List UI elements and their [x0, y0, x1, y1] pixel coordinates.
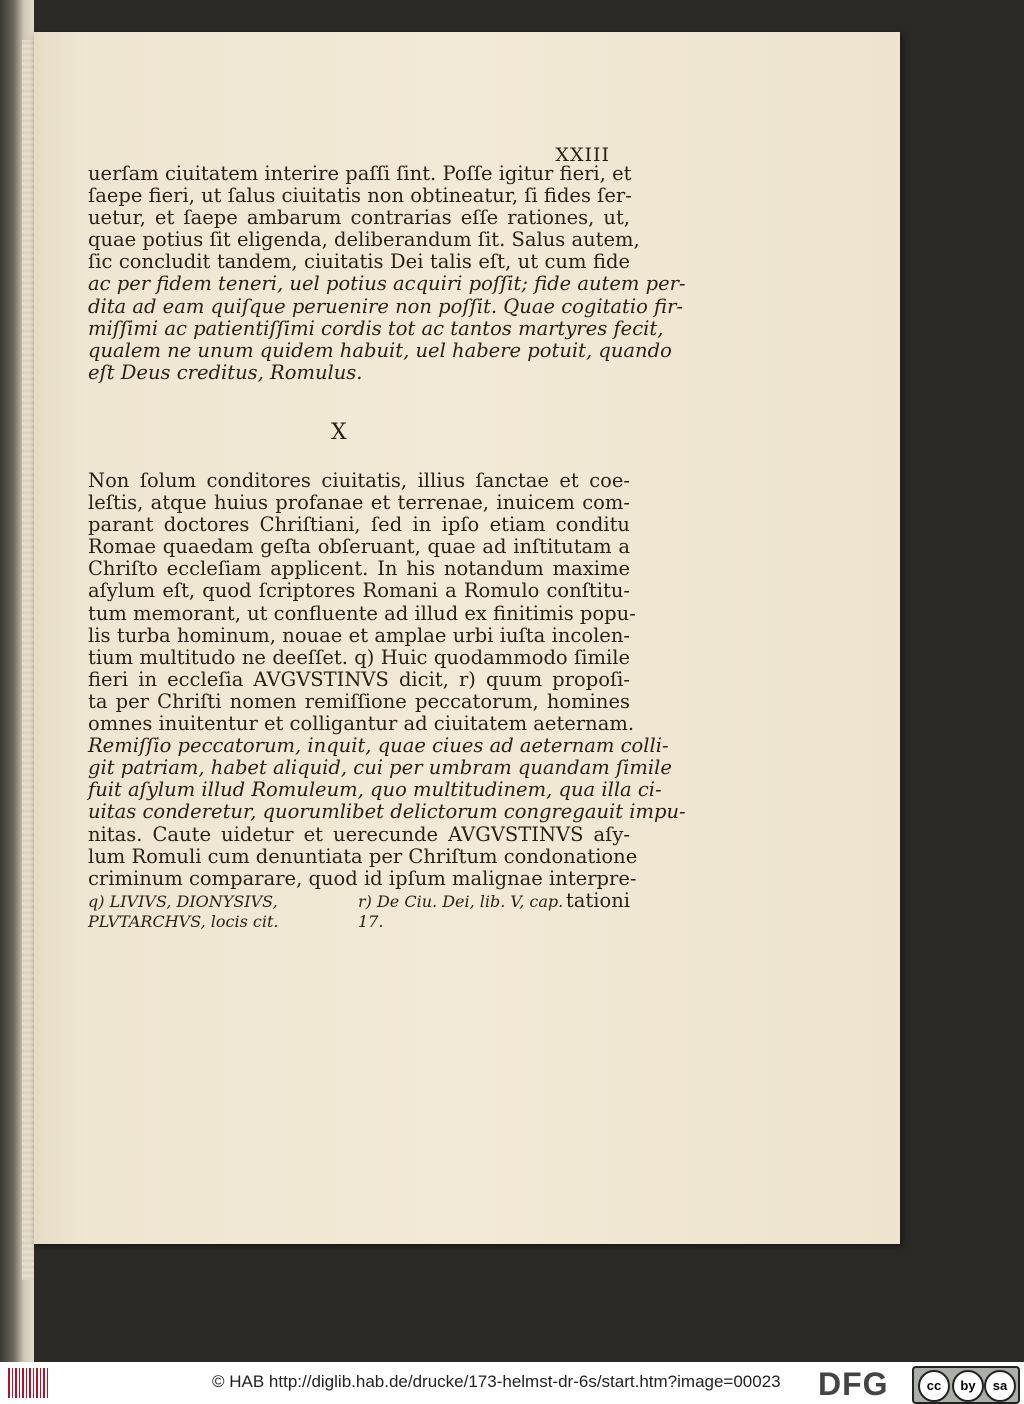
text-line: tium multitudo ne deeſſet. q) Huic quodammodo ſimile [88, 645, 630, 669]
text-line: Romae quaedam geſta obſeruant, quae ad inſtitutam a [88, 535, 630, 559]
barcode-icon [8, 1368, 48, 1398]
text-line: git patriam, habet aliquid, cui per umbram quandam ſimile [88, 756, 672, 780]
text-line: criminum comparare, quod id ipſum malignae interpre- [88, 866, 637, 890]
text-line: Remiſſio peccatorum, inquit, quae ciues ad aeternam colli- [88, 734, 669, 758]
footnote-left: q) LIVIVS, DIONYSIVS, [88, 892, 278, 911]
text-line: omnes inuitentur et colligantur ad ciuitatem aeternam. [88, 712, 635, 736]
text-line: nitas. Caute uidetur et uerecunde AVGVSTINVS aſy- [88, 822, 630, 846]
viewer-footer [0, 1362, 1024, 1404]
text-line: Chriſto eccleſiam applicent. In his notandum maxime [88, 557, 630, 581]
license-badge[interactable] [912, 1366, 1020, 1404]
text-line: fieri in eccleſia AVGVSTINVS dicit, r) quum propoſi- [88, 667, 630, 691]
text-line: parant doctores Chriſtiani, ſed in ipſo etiam conditu [88, 513, 630, 537]
text-line: dita ad eam quiſque peruenire non poſſit. Quae cogitatio fir- [88, 294, 683, 318]
text-line: tum memorant, ut confluente ad illud ex finitimis popu- [88, 601, 636, 625]
copyright-link[interactable]: © HAB http://diglib.hab.de/drucke/173-helmst-dr-6s/start.htm?image=00023 [212, 1372, 781, 1391]
dfg-logo[interactable]: DFG [818, 1366, 889, 1402]
text-line: ac per fidem teneri, uel potius acquiri poſſit; fide autem per- [88, 272, 686, 296]
catchword: tationi [565, 888, 630, 912]
text-line: ſaepe fieri, ut ſalus ciuitatis non obtineatur, ſi fides ſer- [88, 184, 632, 208]
footnote-line [88, 912, 630, 932]
text-block-top [88, 162, 686, 384]
text-line: Non ſolum conditores ciuitatis, illius ſanctae et coe- [88, 469, 630, 492]
text-line: leſtis, atque huius profanae et terrenae, inuicem com- [88, 491, 630, 515]
text-line: lum Romuli cum denuntiata per Chriſtum condonatione [88, 844, 638, 868]
footnotes [88, 888, 630, 932]
text-line: quae potius ſit eligenda, deliberandum ſit. Salus autem, [88, 228, 640, 252]
footnote-right: 17. [358, 912, 384, 931]
text-line: ſic concludit tandem, ciuitatis Dei talis eſt, ut cum fide [88, 250, 630, 274]
footnote-right: r) De Ciu. Dei, lib. V, cap. [358, 892, 564, 911]
text-line: ta per Chriſti nomen remiſſione peccatorum, homines [88, 689, 630, 713]
text-line: uitas conderetur, quorumlibet delictorum congregauit impu- [88, 800, 686, 824]
cc-icon: cc [918, 1370, 950, 1402]
text-line: fuit aſylum illud Romuleum, quo multitudinem, qua illa ci- [88, 778, 662, 802]
footnote-line [88, 888, 630, 912]
text-line: eſt Deus creditus, Romulus. [88, 360, 363, 384]
sa-icon: sa [984, 1370, 1016, 1402]
by-icon: by [952, 1370, 984, 1402]
section-heading: X [331, 420, 347, 445]
text-line: lis turba hominum, nouae et amplae urbi iuſta incolen- [88, 623, 630, 647]
text-line: aſylum eſt, quod ſcriptores Romani a Romulo conſtitu- [88, 579, 630, 603]
footnote-left: PLVTARCHVS, locis cit. [88, 912, 279, 931]
text-line: qualem ne unum quidem habuit, uel habere potuit, quando [88, 338, 672, 362]
text-line: uerſam ciuitatem interire paſſi ſint. Poſſe igitur fieri, et [88, 162, 632, 185]
page-number: XXIII [555, 144, 610, 166]
book-page [34, 32, 900, 1244]
page-stack-edge [22, 40, 34, 1280]
text-line: uetur, et ſaepe ambarum contrarias eſſe rationes, ut, [88, 206, 630, 230]
text-block-section [88, 469, 686, 912]
text-line: miſſimi ac patientiſſimi cordis tot ac tantos martyres fecit, [88, 316, 664, 340]
